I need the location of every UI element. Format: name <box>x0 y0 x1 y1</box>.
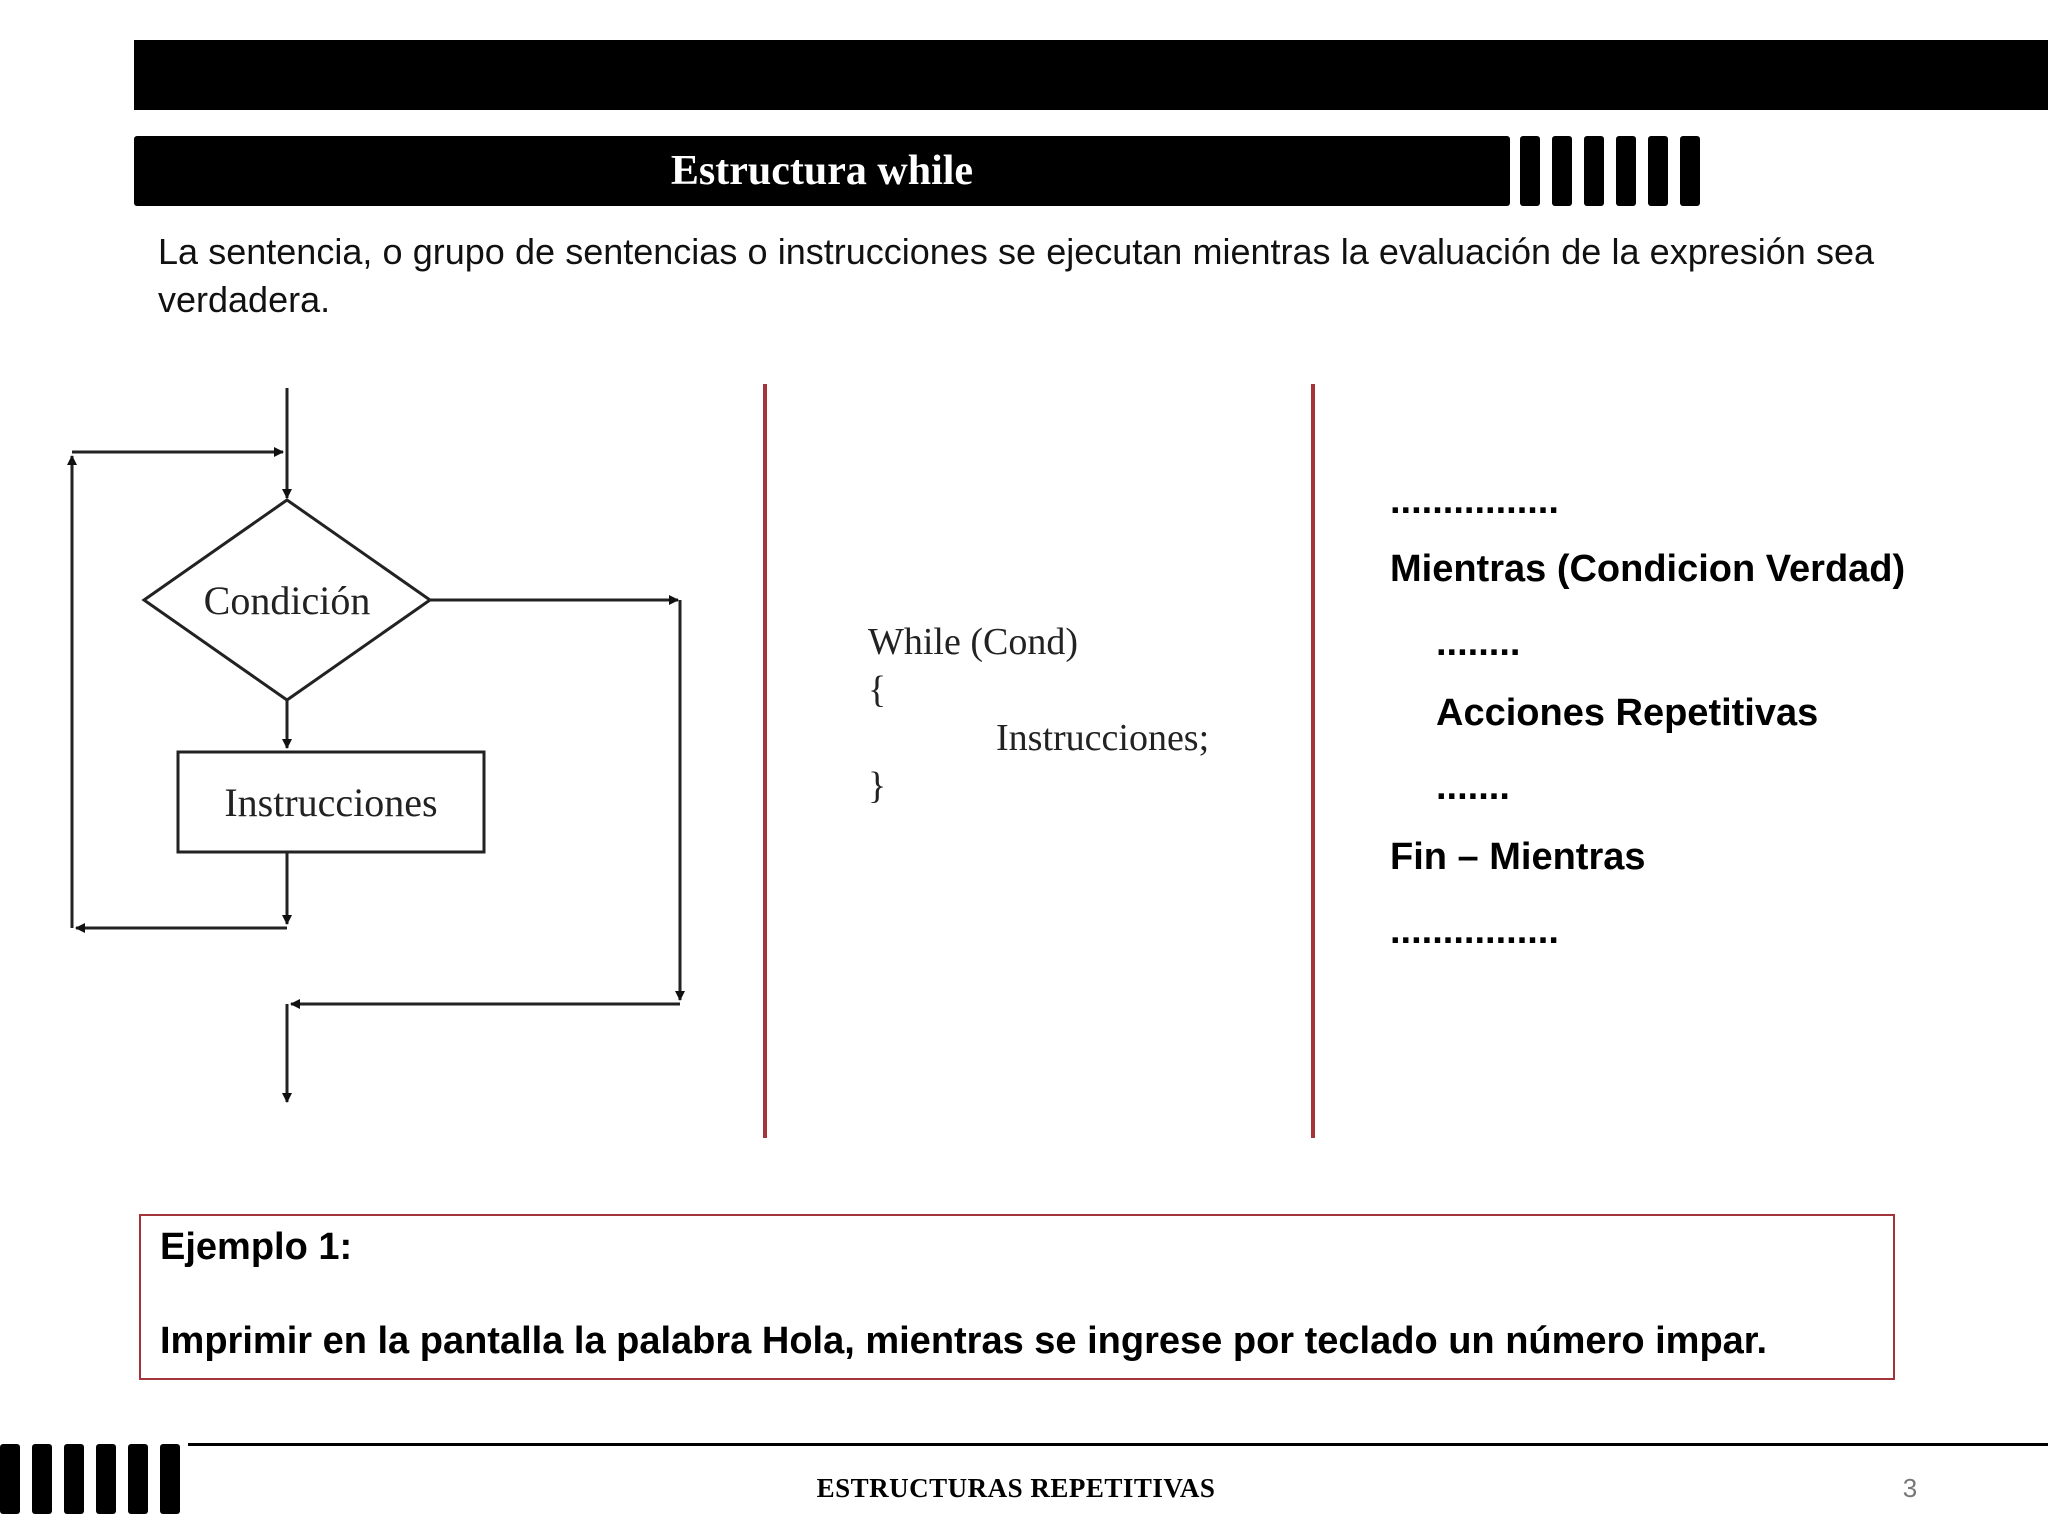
example-title: Ejemplo 1: <box>160 1226 353 1268</box>
footer-line <box>188 1443 2048 1446</box>
page-number: 3 <box>1902 1473 1918 1503</box>
decorative-stripe <box>1680 136 1700 206</box>
footer-stripe <box>64 1444 84 1514</box>
footer-stripe <box>32 1444 52 1514</box>
code-block <box>868 618 1209 810</box>
decorative-stripe <box>1616 136 1636 206</box>
footer-stripe <box>160 1444 180 1514</box>
pseudocode-line: Fin – Mientras <box>1390 836 1646 878</box>
example-text: Imprimir en la pantalla la palabra Hola, mientras se ingrese por teclado un número impar. <box>160 1320 1768 1362</box>
pseudocode-line: ....... <box>1436 766 1510 808</box>
column-divider <box>763 384 767 1138</box>
pseudocode-line: ........ <box>1436 622 1521 664</box>
code-line: } <box>868 765 887 807</box>
footer-stripe <box>0 1444 20 1514</box>
footer-stripe <box>128 1444 148 1514</box>
decorative-stripe <box>1584 136 1604 206</box>
process-label: Instrucciones <box>224 780 438 825</box>
header-bar <box>134 40 2048 110</box>
pseudocode-line: Mientras (Condicion Verdad) <box>1390 548 1906 590</box>
decorative-stripe <box>1552 136 1572 206</box>
code-line: { <box>868 669 887 711</box>
pseudocode-line: Acciones Repetitivas <box>1436 692 1819 734</box>
decorative-stripe <box>1520 136 1540 206</box>
footer-title: ESTRUCTURAS REPETITIVAS <box>816 1473 1216 1503</box>
pseudocode-line: ................ <box>1390 910 1559 952</box>
code-line: Instrucciones; <box>996 717 1210 759</box>
pseudocode-line: ................ <box>1390 480 1559 522</box>
column-divider <box>1311 384 1315 1138</box>
intro-paragraph: La sentencia, o grupo de sentencias o instrucciones se ejecutan mientras la evaluación de la expresión sea verdadera. <box>158 231 1874 320</box>
decorative-stripe <box>1648 136 1668 206</box>
while-flowchart <box>0 380 760 1120</box>
code-line: While (Cond) <box>868 621 1079 663</box>
slide-title: Estructura while <box>670 148 974 194</box>
condition-label: Condición <box>203 578 371 623</box>
footer-stripe <box>96 1444 116 1514</box>
